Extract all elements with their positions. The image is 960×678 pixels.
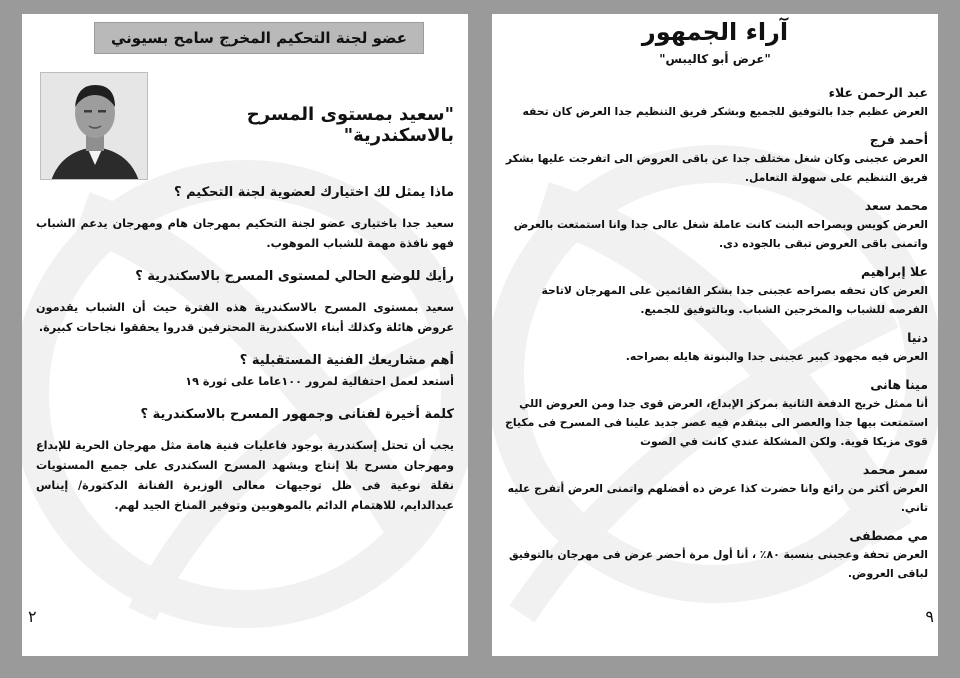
review-text: أنا ممثل خريج الدفعة الثانية بمركز الإبداع، العرض قوى جدا ومن العروض اللي استمتعت بيها جدا والعصر الى بيتقدم فيه عصر جديد علينا فى المسرح فى مكياج قوى مزيكا قوية. ولكن المشكلة عندي كانت في الصوت [505,397,928,448]
interview-answer: سعيد جدا باختيارى عضو لجنة التحكيم بمهرجان هام ومهرجان يدعم الشباب فهو نافذة مهمة للشباب الموهوب. [36,217,454,250]
review-text: العرض تحفة وعجبنى بنسبة ٨٠٪ ، أنا أول مرة أحضر عرض فى مهرجان بالتوفيق لباقى العروض. [509,548,928,580]
reviewer-name: سمر محمد [862,462,928,477]
interview-answer: سعيد بمستوى المسرح بالاسكندرية هذه الفترة حيث أن الشباب يقدمون عروض هائلة وكذلك أبناء الاسكندرية المحترفين قدروا يحققوا نجاحات كبيرة. [36,301,454,334]
review-text: العرض فيه مجهود كبير عجبنى جدا والبنوتة هايله بصراحه. [625,350,928,363]
page-number: ٢ [28,607,37,626]
review-item [500,131,928,187]
audience-reviews [500,84,928,593]
interview-question: ماذا يمثل لك اختيارك لعضوية لجنة التحكيم ؟ [174,185,454,200]
interview-body [36,184,454,516]
review-text: العرض أكثر من رائع وانا حضرت كذا عرض ده أفضلهم واتمنى العرض أتفرج عليه تاني. [507,482,928,514]
review-text: العرض عجبنى وكان شغل مختلف جدا عن باقى العروض الى اتفرجت عليها بشكر فريق التنظيم على سهولة التعامل. [505,152,928,184]
review-text: العرض كان تحفه بصراحه عجبنى جدا بشكر القائمين على المهرجان لاتاحة الفرصه للشباب والمخرجين الشباب. وبالتوفيق للجميع. [541,284,928,316]
judge-portrait [40,72,148,180]
review-item [500,197,928,253]
page-title: آراء الجمهور [641,18,789,46]
review-item [500,527,928,583]
reviewer-name: علا إبراهيم [861,264,928,279]
reviewer-name: مينا هانى [870,377,928,392]
right-page [492,14,938,656]
reviewer-name: مي مصطفى [849,528,928,543]
review-text: العرض كويس وبصراحه البنت كانت عاملة شغل عالى جدا وانا استمتعت بالعرض واتمنى باقى العروض تبقى بالجوده دى. [513,218,928,250]
interview-question: رأيك للوضع الحالي لمستوى المسرح بالاسكندرية ؟ [135,269,454,284]
reviewer-name: محمد سعد [864,198,928,213]
review-text: العرض عظيم جدا بالتوفيق للجميع وبشكر فريق التنظيم جدا العرض كان تحفه [522,105,928,118]
page-number: ٩ [925,607,934,626]
interview-answer: أستعد لعمل احتفالية لمرور ١٠٠عاما على ثورة ١٩ [185,375,454,388]
review-item [500,263,928,319]
interview-question: أهم مشاريعك الفنية المستقبلية ؟ [239,353,454,368]
interview-answer: يجب أن تحتل إسكندرية بوجود فاعليات فنية هامة مثل مهرجان الحرية للإبداع ومهرجان مسرح بلا إنتاج ويشهد المسرح السكندرى على جميع المستويات نقلة نوعية فى ظل توجيهات معالى الوزيرة الفنانة الدكتورة/ إيناس عبدالدايم، للاهتمام الدائم بالموهوبين وتوفير المناخ الجيد لهم. [36,439,454,512]
judge-banner: عضو لجنة التحكيم المخرج سامح بسيوني [94,22,424,54]
reviewer-name: أحمد فرج [869,132,928,147]
reviewer-name: عبد الرحمن علاء [828,85,928,100]
review-item [500,461,928,517]
review-item [500,329,928,366]
article-headline: "سعيد بمستوى المسرح بالاسكندرية" [246,104,454,146]
show-subtitle: "عرض أبو كاليبس" [659,52,771,66]
interview-question: كلمة أخيرة لفنانى وجمهور المسرح بالاسكندرية ؟ [140,407,454,422]
review-item [500,376,928,451]
review-item [500,84,928,121]
reviewer-name: دنيا [907,330,928,345]
left-page [22,14,468,656]
